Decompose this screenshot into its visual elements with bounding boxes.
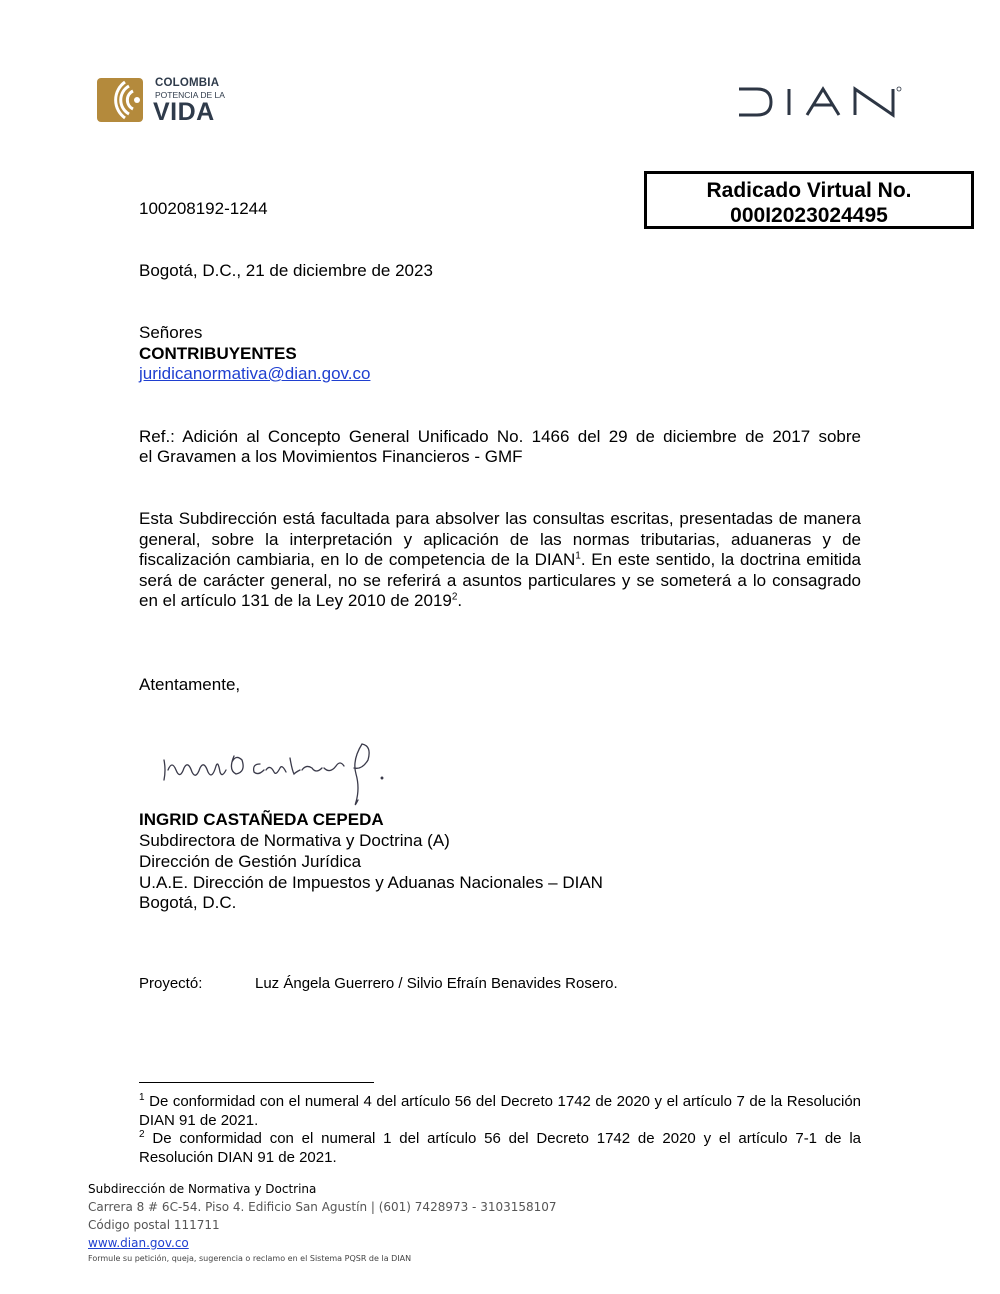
body-paragraph: [139, 509, 861, 612]
ref-line-2: el Gravamen a los Movimientos Financieros - GMF: [139, 447, 523, 466]
footnote-1: [139, 1093, 861, 1130]
dian-logo: [737, 86, 902, 118]
body-text-2: . En este sentido, la doctrina emitida será de carácter general, no se referirá a asuntos particulares y se someterá a lo consagrado en el artículo 131 de la Ley 2010 de 2019: [139, 550, 862, 610]
handwritten-signature: [156, 730, 416, 810]
logo-line-colombia: COLOMBIA: [155, 77, 220, 89]
recipient-name: CONTRIBUYENTES: [139, 344, 297, 363]
recipient-salutation: Señores: [139, 323, 203, 342]
logo-line-vida: VIDA: [153, 98, 215, 126]
signer-title-2: Dirección de Gestión Jurídica: [139, 852, 362, 871]
proyecto-value: Luz Ángela Guerrero / Silvio Efraín Benavides Rosero.: [255, 975, 618, 992]
radicado-box: [644, 171, 974, 229]
footer-pqsr-note: Formule su petición, queja, sugerencia o reclamo en el Sistema PQSR de la DIAN: [88, 1254, 412, 1263]
footnote-2: [139, 1130, 861, 1167]
footnote-2-text: De conformidad con el numeral 1 del artículo 56 del Decreto 1742 de 2020 y el artículo 7-1 de la Resolución DIAN 91 de 2021.: [139, 1130, 861, 1166]
signer-name: INGRID CASTAÑEDA CEPEDA: [139, 810, 384, 829]
radicado-number: 000I2023024495: [730, 204, 888, 227]
footnote-2-number: 2: [139, 1129, 145, 1140]
colombia-emblem-icon: [97, 76, 145, 124]
proyecto-label: Proyectó:: [139, 975, 203, 992]
logo-line-potencia: POTENCIA DE LA: [155, 90, 225, 100]
footnote-ref-2: 2: [451, 591, 458, 603]
signer-title-3: U.A.E. Dirección de Impuestos y Aduanas Nacionales – DIAN: [139, 873, 603, 892]
footnote-ref-1: 1: [575, 550, 581, 562]
recipient-email-link[interactable]: juridicanormativa@dian.gov.co: [139, 364, 371, 383]
closing: Atentamente,: [139, 675, 241, 694]
radicado-label: Radicado Virtual No.: [706, 179, 912, 202]
signer-city: Bogotá, D.C.: [139, 893, 237, 912]
reference-number: 100208192-1244: [139, 199, 268, 218]
body-text-3: .: [457, 591, 463, 610]
footer-office: Subdirección de Normativa y Doctrina: [88, 1182, 317, 1196]
footer-address: Carrera 8 # 6C-54. Piso 4. Edificio San Agustín | (601) 7428973 - 3103158107: [88, 1200, 557, 1214]
signer-title-1: Subdirectora de Normativa y Doctrina (A): [139, 831, 450, 850]
footer-postal: Código postal 111711: [88, 1218, 220, 1232]
body-text-1: Esta Subdirección está facultada para absolver las consultas escritas, presentadas de manera general, sobre la interpretación y aplicación de las normas tributarias, aduaneras y de fiscalización cambiaria, en lo de competencia de la DIAN: [139, 509, 861, 569]
footnote-1-text: De conformidad con el numeral 4 del artículo 56 del Decreto 1742 de 2020 y el artículo 7 de la Resolución DIAN 91 de 2021.: [139, 1093, 862, 1129]
footer-website-link[interactable]: www.dian.gov.co: [88, 1236, 189, 1250]
ref-line-1: Ref.: Adición al Concepto General Unificado No. 1466 del 29 de diciembre de 2017 sobre: [139, 427, 861, 446]
footnote-divider: [139, 1082, 374, 1083]
colombia-potencia-logo: [97, 76, 232, 128]
date-line: Bogotá, D.C., 21 de diciembre de 2023: [139, 261, 433, 280]
footnote-1-number: 1: [139, 1092, 145, 1103]
